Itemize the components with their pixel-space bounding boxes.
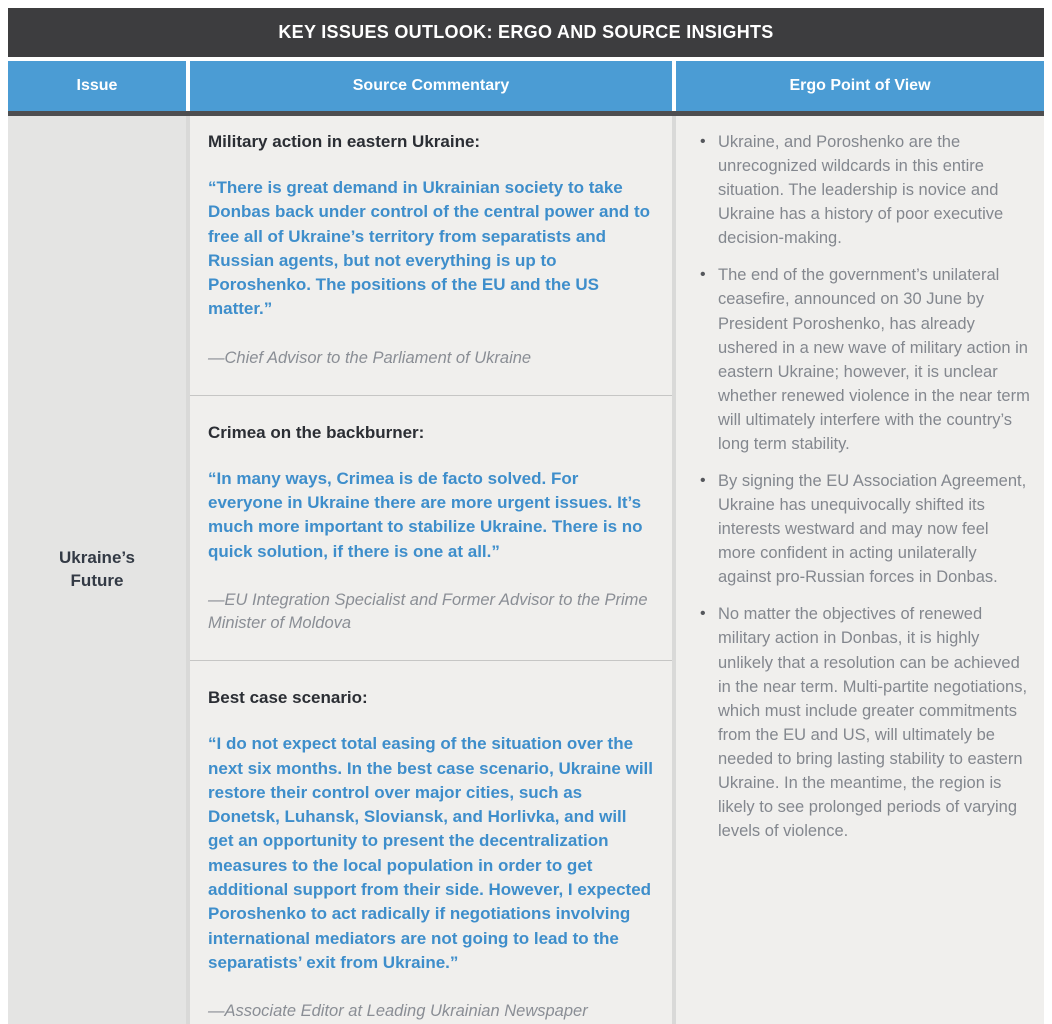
column-header-row bbox=[8, 61, 1044, 111]
commentary-block-divider bbox=[190, 660, 672, 661]
ergo-bullet-list bbox=[696, 130, 1030, 843]
commentary-heading: Best case scenario: bbox=[208, 688, 368, 708]
column-header-ergo-point-of-view: Ergo Point of View bbox=[676, 61, 1044, 111]
commentary-quote: “I do not expect total easing of the situation over the next six months. In the best case scenario, Ukraine will restore their control over major cities, such as Donetsk, Luhansk, Sloviansk, and Horlivka, and will get an opportunity to present the decentralization measures to the local population in order to get additional support from their side. However, I expected Poroshenko to act radically if negotiations involving international mediators are not going to lead to the separatists’ exit from Ukraine.” bbox=[208, 734, 653, 972]
commentary-block-divider bbox=[190, 395, 672, 396]
table-row bbox=[8, 116, 1044, 1024]
commentary-block bbox=[208, 423, 656, 635]
table-title: KEY ISSUES OUTLOOK: ERGO AND SOURCE INSIGHTS bbox=[8, 8, 1044, 57]
commentary-heading: Crimea on the backburner: bbox=[208, 422, 425, 442]
column-header-issue: Issue bbox=[8, 61, 186, 111]
ergo-bullet: • By signing the EU Association Agreement, Ukraine has unequivocally shifted its interests westward and may now feel more confident in acting unilaterally against pro-Russian forces in Donbas. bbox=[696, 469, 1030, 589]
key-issues-table bbox=[8, 8, 1044, 1024]
commentary-quote: “There is great demand in Ukrainian society to take Donbas back under control of the central power and to free all of Ukraine’s territory from separatists and Russian agents, but not everything is up to Poroshenko. The positions of the EU and the US matter.” bbox=[208, 178, 651, 319]
ergo-bullet: • The end of the government’s unilateral ceasefire, announced on 30 June by President Poroshenko, has already ushered in a new wave of military action in eastern Ukraine; however, it is unclear whether renewed violence in the near term will ultimately interfere with the country’s long term stability. bbox=[696, 263, 1030, 456]
ergo-bullet: • Ukraine, and Poroshenko are the unrecognized wildcards in this entire situation. The leadership is novice and Ukraine has a history of poor executive decision-making. bbox=[696, 130, 1030, 250]
commentary-attribution: —EU Integration Specialist and Former Advisor to the Prime Minister of Moldova bbox=[208, 591, 648, 633]
commentary-attribution: —Associate Editor at Leading Ukrainian Newspaper bbox=[208, 1002, 588, 1021]
commentary-heading: Military action in eastern Ukraine: bbox=[208, 132, 481, 151]
issue-label: Ukraine’s Future bbox=[59, 548, 135, 590]
column-header-source-commentary: Source Commentary bbox=[190, 61, 672, 111]
issue-cell bbox=[8, 116, 186, 1024]
ergo-bullet: • No matter the objectives of renewed military action in Donbas, it is highly unlikely that a resolution can be achieved in the near term. Multi-partite negotiations, which must include greater commitments from the EU and US, will ultimately be needed to bring lasting stability to eastern Ukraine. In the meantime, the region is likely to see prolonged periods of varying levels of violence. bbox=[696, 602, 1030, 843]
ergo-point-of-view-cell bbox=[676, 116, 1044, 1024]
commentary-block bbox=[208, 688, 656, 1023]
source-commentary-cell bbox=[190, 116, 672, 1024]
commentary-attribution: —Chief Advisor to the Parliament of Ukraine bbox=[208, 348, 532, 367]
commentary-block bbox=[208, 132, 656, 370]
commentary-quote: “In many ways, Crimea is de facto solved. For everyone in Ukraine there are more urgent issues. It’s much more important to stabilize Ukraine. There is no quick solution, if there is one at all.” bbox=[208, 468, 643, 561]
